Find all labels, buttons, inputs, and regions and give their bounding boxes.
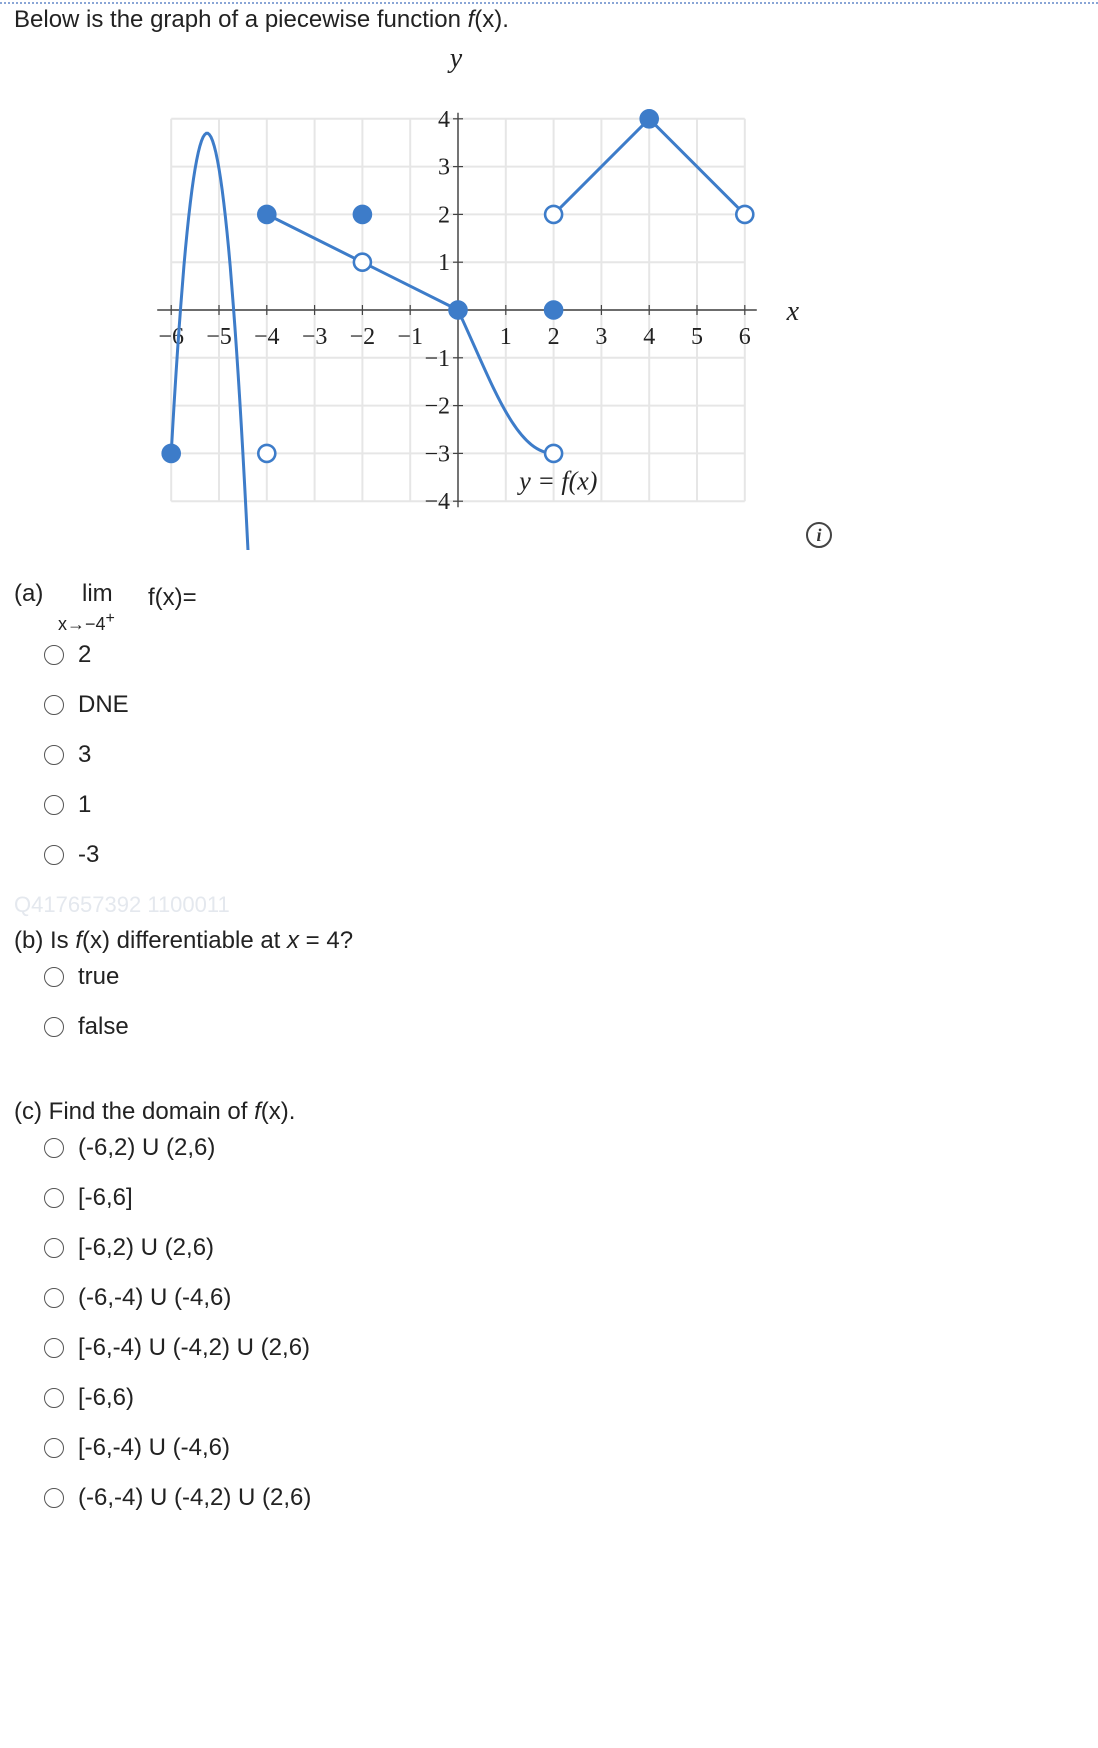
closed-point [163,445,180,462]
x-tick-label: 2 [547,324,560,350]
part-a-option[interactable]: 3 [44,740,91,770]
closed-point [641,110,658,127]
part-c-option[interactable]: [-6,6) [44,1383,134,1413]
x-tick-label: −1 [397,324,423,350]
part-a-tag: (a) [14,580,44,607]
x-tick-label: 1 [499,324,512,350]
y-tick-label: −4 [424,489,450,516]
closed-point [545,302,562,319]
radio-button[interactable] [44,1438,64,1458]
part-b-question: (b) Is f(x) differentiable at x = 4? [14,927,354,954]
closed-point [450,302,467,319]
question-intro: Below is the graph of a piecewise function f(x). [14,6,509,33]
x-tick-label: −3 [301,324,328,350]
curve-label: y = f(x) [519,466,598,496]
y-tick-label: 2 [438,202,450,229]
radio-button[interactable] [44,1288,64,1308]
part-a-option[interactable]: -3 [44,840,99,870]
radio-button[interactable] [44,645,64,665]
limit-operator: lim [82,580,113,607]
closed-point [258,206,275,223]
open-point [258,445,275,462]
part-c-question: (c) Find the domain of f(x). [14,1098,296,1125]
x-tick-label: −6 [158,324,184,350]
part-a-option[interactable]: DNE [44,690,129,720]
radio-button[interactable] [44,967,64,987]
y-tick-label: −3 [424,441,450,468]
x-tick-label: 5 [691,324,703,350]
radio-button[interactable] [44,745,64,765]
open-point [545,445,562,462]
y-tick-label: 4 [438,106,450,133]
radio-button[interactable] [44,845,64,865]
x-tick-label: −5 [206,324,232,350]
radio-button[interactable] [44,1017,64,1037]
radio-button[interactable] [44,1188,64,1208]
open-point [545,206,562,223]
radio-button[interactable] [44,1488,64,1508]
radio-button[interactable] [44,695,64,715]
limit-function: f(x)= [148,584,197,611]
part-c-option[interactable]: [-6,6] [44,1183,133,1213]
open-point [736,206,753,223]
y-tick-label: −1 [424,345,450,372]
x-tick-label: 4 [643,324,656,350]
watermark-text: Q417657392 1100011 [14,892,230,917]
part-a-question [14,580,274,640]
open-point [354,254,371,271]
radio-button[interactable] [44,1388,64,1408]
y-axis-label: y [449,43,463,74]
y-tick-label: −2 [424,393,450,420]
radio-button[interactable] [44,1338,64,1358]
function-graph [150,40,830,550]
part-c-option[interactable]: [-6,-4) U (-4,2) U (2,6) [44,1333,310,1363]
radio-button[interactable] [44,1138,64,1158]
part-a-option[interactable]: 2 [44,640,91,670]
radio-button[interactable] [44,1238,64,1258]
y-tick-label: 3 [438,154,450,181]
part-b-option-false[interactable]: false [44,1012,129,1042]
x-tick-label: −2 [349,324,376,350]
top-divider [0,2,1098,4]
part-b-option-true[interactable]: true [44,962,119,992]
x-tick-label: 3 [595,324,608,350]
info-icon[interactable]: i [806,522,832,548]
x-tick-label: 6 [738,324,751,350]
part-c-option[interactable]: [-6,-4) U (-4,6) [44,1433,230,1463]
y-tick-label: 1 [438,250,450,277]
part-c-option[interactable]: [-6,2) U (2,6) [44,1233,214,1263]
x-axis-label: x [786,296,800,327]
part-c-option[interactable]: (-6,-4) U (-4,6) [44,1283,231,1313]
part-c-option[interactable]: (-6,-4) U (-4,2) U (2,6) [44,1483,311,1513]
closed-point [354,206,371,223]
limit-subscript: x→−4+ [58,610,115,634]
part-a-option[interactable]: 1 [44,790,91,820]
x-tick-label: −4 [254,324,280,350]
radio-button[interactable] [44,795,64,815]
part-c-option[interactable]: (-6,2) U (2,6) [44,1133,215,1163]
